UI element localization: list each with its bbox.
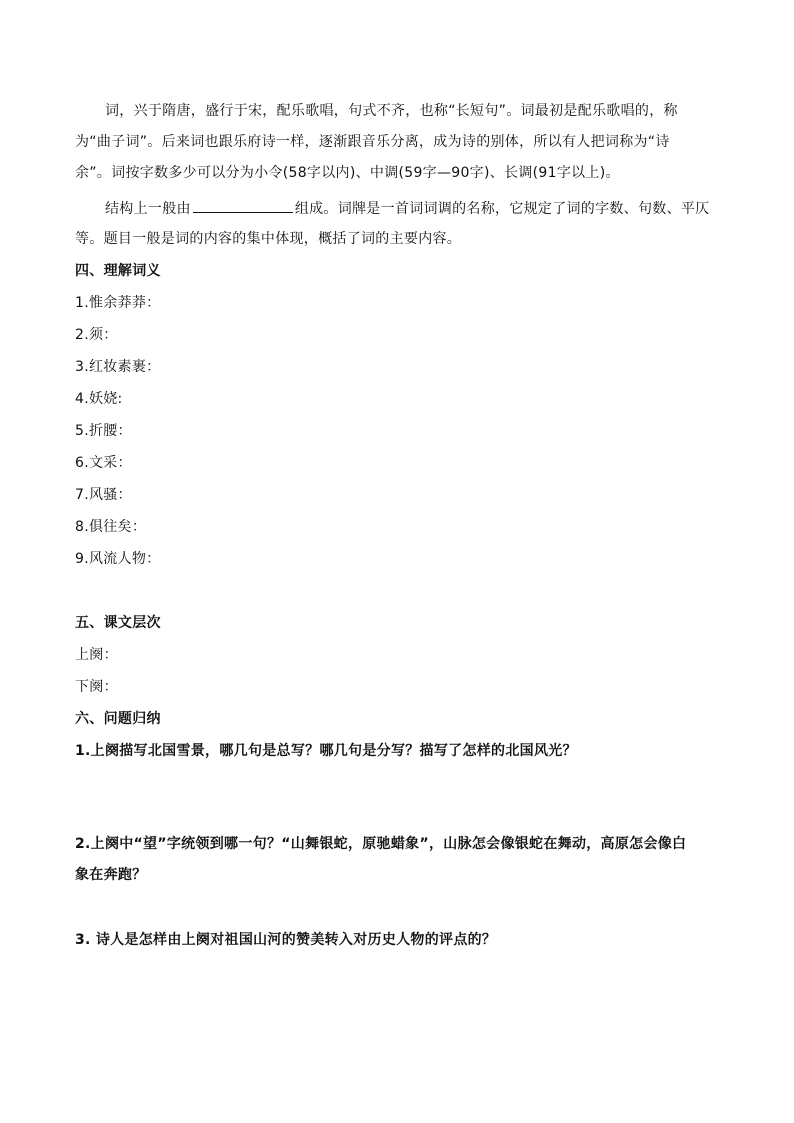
vocab-item-9: 9.风流人物： xyxy=(75,551,161,567)
intro-paragraph-1-line-2: 为“曲子词”。后来词也跟乐府诗一样，逐渐跟音乐分离，成为诗的别体，所以有人把词称为“诗 xyxy=(75,134,670,150)
intro-paragraph-2-line-1 xyxy=(105,198,725,219)
section-4-heading: 四、理解词义 xyxy=(75,263,161,279)
vocab-item-3: 3.红妆素裹： xyxy=(75,359,161,375)
section-5-heading: 五、课文层次 xyxy=(75,615,161,631)
question-2-line-2: 象在奔跑？ xyxy=(75,867,147,883)
structure-lower-stanza: 下阕： xyxy=(75,679,118,695)
vocab-item-5: 5.折腰： xyxy=(75,423,132,439)
vocab-item-4: 4.妖娆: xyxy=(75,391,123,407)
section-6-heading: 六、问题归纳 xyxy=(75,711,161,727)
structure-text-after: 组成。词牌是一首词词调的名称，它规定了词的字数、句数、平仄 xyxy=(294,201,710,217)
vocab-item-6: 6.文采： xyxy=(75,455,132,471)
vocab-item-2: 2.须： xyxy=(75,327,118,343)
intro-paragraph-1-line-1: 词，兴于隋唐，盛行于宋，配乐歌唱，句式不齐，也称“长短句”。词最初是配乐歌唱的，称 xyxy=(105,103,678,119)
structure-text-before: 结构上一般由 xyxy=(105,201,191,217)
structure-upper-stanza: 上阕： xyxy=(75,647,118,663)
question-1: 1.上阕描写北国雪景，哪几句是总写？哪几句是分写？描写了怎样的北国风光？ xyxy=(75,743,577,759)
vocab-item-8: 8.俱往矣： xyxy=(75,519,147,535)
question-3: 3. 诗人是怎样由上阕对祖国山河的赞美转入对历史人物的评点的？ xyxy=(75,932,497,948)
fill-in-blank[interactable] xyxy=(193,198,293,213)
vocab-item-7: 7.风骚： xyxy=(75,487,132,503)
intro-paragraph-1-line-3: 余”。词按字数多少可以分为小令(58字以内)、中调(59字—90字)、长调(91字以上)。 xyxy=(75,165,620,181)
vocab-item-1: 1.惟余莽莽： xyxy=(75,295,161,311)
question-2-line-1: 2.上阕中“望”字统领到哪一句？“山舞银蛇，原驰蜡象”，山脉怎会像银蛇在舞动，高原怎会像白 xyxy=(75,836,687,852)
intro-paragraph-2-line-2: 等。题目一般是词的内容的集中体现，概括了词的主要内容。 xyxy=(75,231,462,247)
